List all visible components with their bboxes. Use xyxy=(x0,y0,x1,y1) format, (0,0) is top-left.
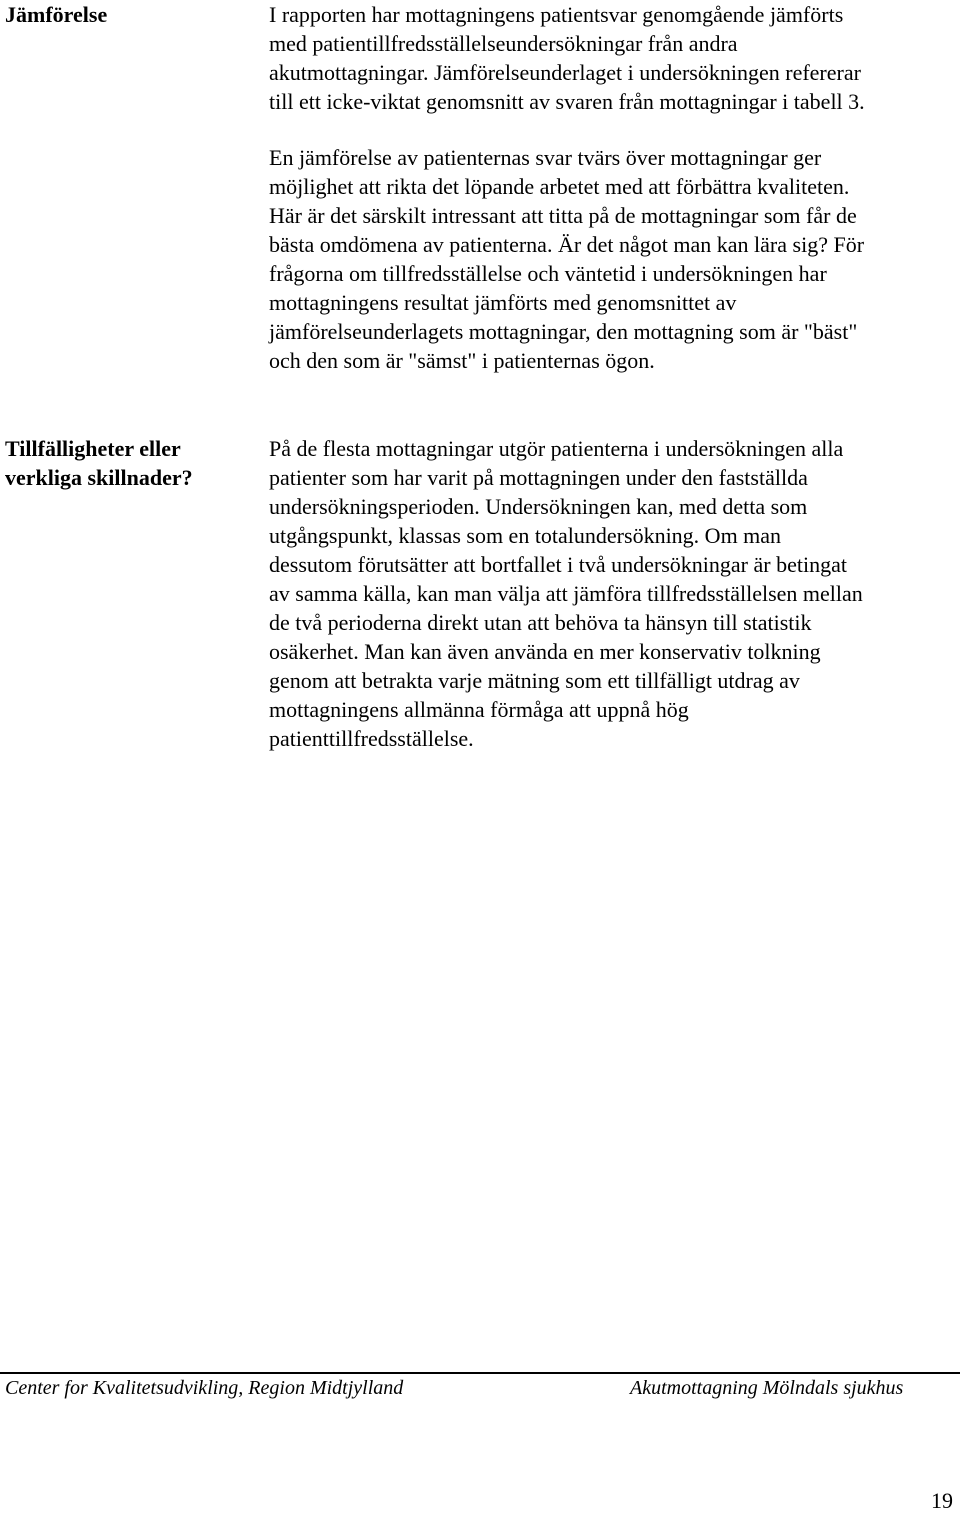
text-line: På de flesta mottagningar utgör patienterna i undersökningen alla xyxy=(269,436,844,461)
text-line: med patientillfredsställelseundersökningar från andra xyxy=(269,31,738,56)
paragraph-comparison-intro xyxy=(269,0,949,116)
text-line: undersökningsperioden. Undersökningen kan, med detta som xyxy=(269,494,808,519)
paragraph-total-survey xyxy=(269,434,949,753)
heading-line: verkliga skillnader? xyxy=(5,465,193,490)
text-line: dessutom förutsätter att bortfallet i två undersökningar är betingat xyxy=(269,552,847,577)
text-line: de två perioderna direkt utan att behöva ta hänsyn till statistik xyxy=(269,610,812,635)
text-line: patienter som har varit på mottagningen under den fastställda xyxy=(269,465,808,490)
text-line: osäkerhet. Man kan även använda en mer konservativ tolkning xyxy=(269,639,821,664)
footer-organization: Center for Kvalitetsudvikling, Region Midtjylland xyxy=(5,1377,404,1399)
text-line: och den som är "sämst" i patienternas ögon. xyxy=(269,348,655,373)
page-number: 19 xyxy=(931,1488,953,1513)
section-heading-tillfalligheter xyxy=(5,434,193,492)
text-line: av samma källa, kan man välja att jämföra tillfredsställelsen mellan xyxy=(269,581,863,606)
text-line: jämförelseunderlagets mottagningar, den mottagning som är "bäst" xyxy=(269,319,858,344)
footer-divider xyxy=(0,1372,960,1374)
text-line: Här är det särskilt intressant att titta på de mottagningar som får de xyxy=(269,203,857,228)
footer-department: Akutmottagning Mölndals sjukhus xyxy=(630,1377,904,1399)
heading-line: Tillfälligheter eller xyxy=(5,436,181,461)
text-line: genom att betrakta varje mätning som ett tillfälligt utdrag av xyxy=(269,668,800,693)
text-line: till ett icke-viktat genomsnitt av svaren från mottagningar i tabell 3. xyxy=(269,89,865,114)
section-heading-jamforelse: Jämförelse xyxy=(5,2,108,27)
text-line: frågorna om tillfredsställelse och väntetid i undersökningen har xyxy=(269,261,827,286)
text-line: patienttillfredsställelse. xyxy=(269,726,474,751)
text-line: akutmottagningar. Jämförelseunderlaget i undersökningen refererar xyxy=(269,60,861,85)
text-line: I rapporten har mottagningens patientsvar genomgående jämförts xyxy=(269,2,844,27)
text-line: En jämförelse av patienternas svar tvärs över mottagningar ger xyxy=(269,145,822,170)
text-line: utgångspunkt, klassas som en totalundersökning. Om man xyxy=(269,523,782,548)
text-line: möjlighet att rikta det löpande arbetet med att förbättra kvaliteten. xyxy=(269,174,850,199)
paragraph-comparison-detail xyxy=(269,143,949,375)
text-line: bästa omdömena av patienterna. Är det något man kan lära sig? För xyxy=(269,232,865,257)
text-line: mottagningens allmänna förmåga att uppnå hög xyxy=(269,697,689,722)
text-line: mottagningens resultat jämförts med genomsnittet av xyxy=(269,290,737,315)
